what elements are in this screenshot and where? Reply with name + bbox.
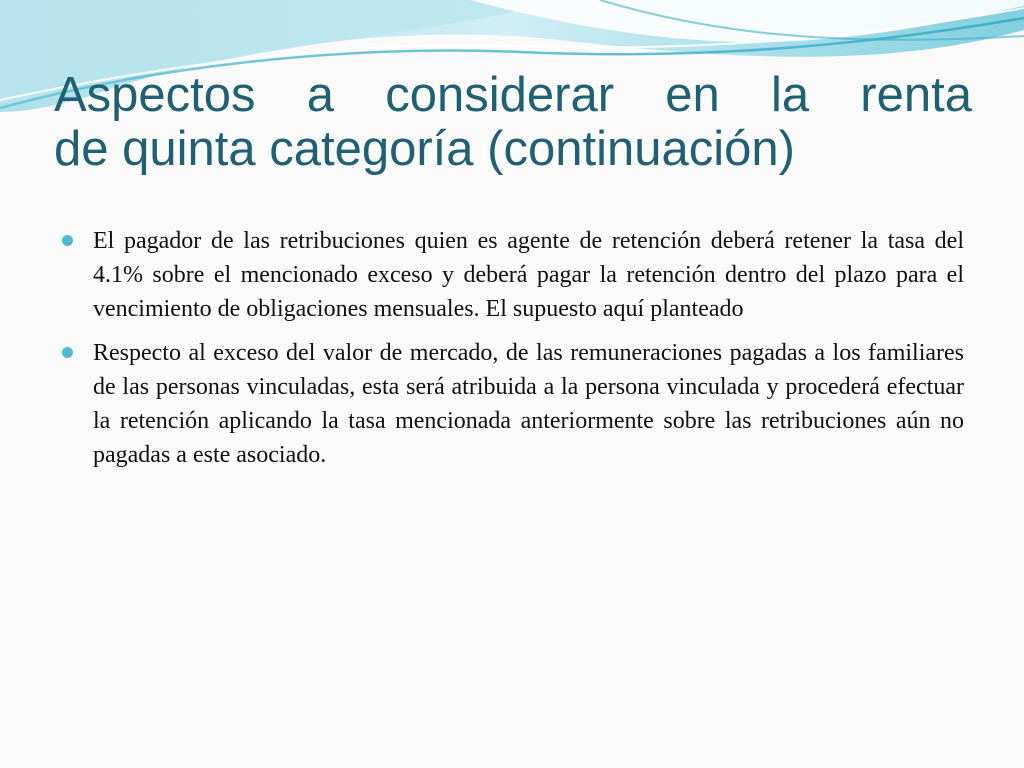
bullet-item-2-text: Respecto al exceso del valor de mercado, de las remuneraciones pagadas a los familiares de las personas vinculadas, esta será atribuida a la persona vinculada y procederá efectuar la retención aplicando la tasa mencionada anteriormente sobre las retribuciones aún no pagadas a este asociado. [93, 340, 964, 468]
bullet-item-1-text: El pagador de las retribuciones quien es agente de retención deberá retener la tasa del 4.1% sobre el mencionado exceso y deberá pagar la retención dentro del plazo para el vencimiento de obligaciones mensuales. El supuesto aquí planteado [93, 228, 964, 322]
slide-title-line-2: de quinta categoría (continuación) [54, 122, 795, 176]
bullet-dot-icon [62, 347, 73, 358]
bullet-item-2 [62, 336, 964, 472]
slide-title [54, 68, 972, 176]
slide-title-line-1: Aspectos a considerar en la renta [54, 68, 972, 122]
bullet-dot-icon [62, 235, 73, 246]
bullet-item-1 [62, 224, 964, 326]
bullet-list [62, 224, 964, 482]
